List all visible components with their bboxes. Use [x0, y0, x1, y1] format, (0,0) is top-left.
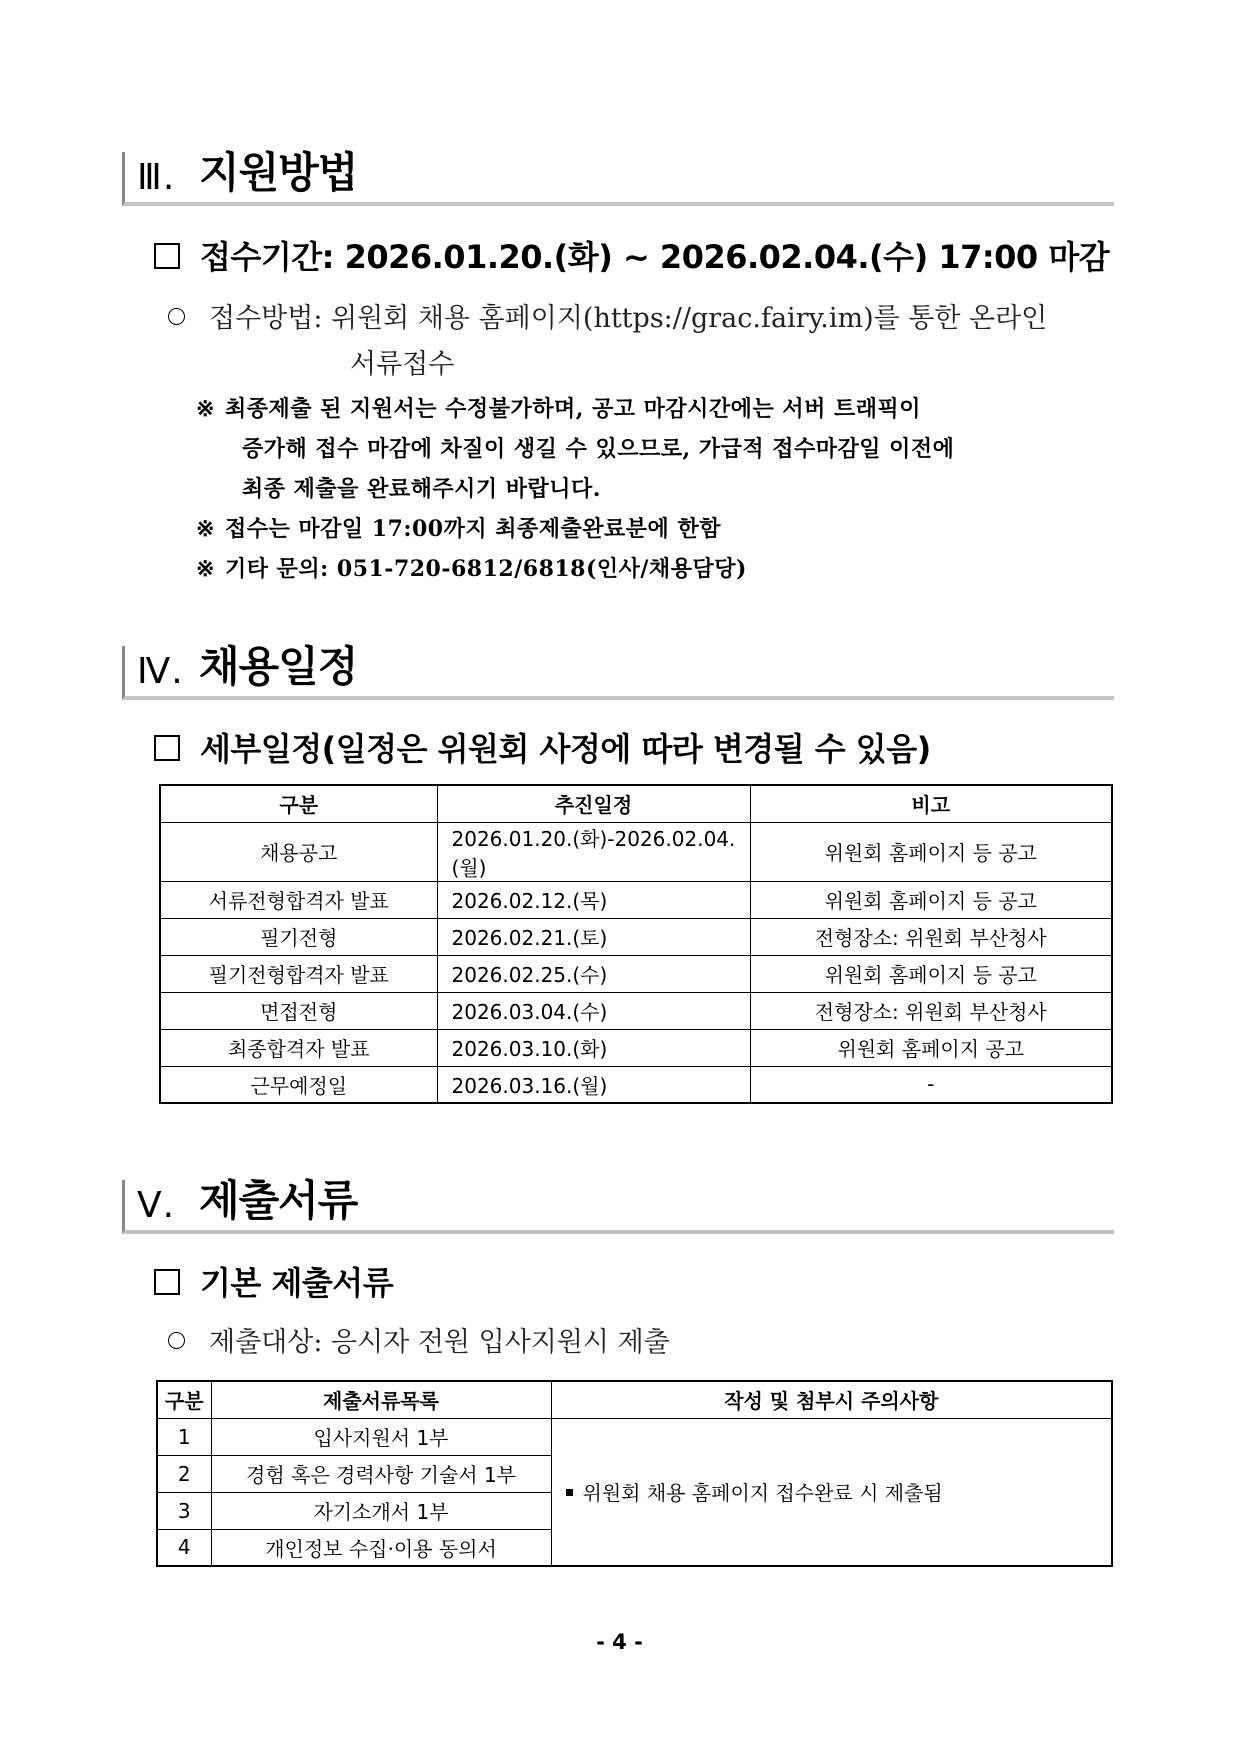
application-method-line1: 접수방법: 위원회 채용 홈페이지(https://grac.fairy.im)를 통한 온라인 — [209, 303, 1048, 334]
document-number: 3 — [157, 1492, 211, 1529]
section-3-heading — [122, 148, 1114, 206]
reference-mark-icon: ※ — [196, 396, 215, 422]
table-row — [160, 918, 1112, 955]
schedule-category: 필기전형 — [160, 918, 437, 955]
column-header: 구분 — [157, 1381, 211, 1418]
reference-mark-icon: ※ — [196, 516, 215, 542]
submission-target — [168, 1320, 670, 1359]
schedule-remark: 위원회 홈페이지 공고 — [750, 1029, 1112, 1066]
schedule-category: 면접전형 — [160, 992, 437, 1029]
section-5-title: 제출서류 — [199, 1176, 358, 1225]
section-4-heading — [122, 642, 1114, 700]
table-row — [160, 1066, 1112, 1103]
note-2-text: 접수는 마감일 17:00까지 최종제출완료분에 한함 — [224, 516, 721, 542]
table-row — [160, 992, 1112, 1029]
table-header-row — [157, 1381, 1112, 1418]
section-3-number: Ⅲ. — [137, 157, 176, 198]
application-method-cont — [350, 342, 454, 381]
section-4-number: Ⅳ. — [137, 651, 184, 692]
schedule-remark: 위원회 홈페이지 등 공고 — [750, 822, 1112, 881]
document-number: 4 — [157, 1529, 211, 1566]
document-name: 개인정보 수집·이용 동의서 — [211, 1529, 551, 1566]
column-header: 작성 및 첨부시 주의사항 — [551, 1381, 1112, 1418]
document-name: 입사지원서 1부 — [211, 1418, 551, 1455]
document-name: 경험 혹은 경력사항 기술서 1부 — [211, 1455, 551, 1492]
reference-mark-icon: ※ — [196, 556, 215, 582]
documents-table — [156, 1380, 1113, 1567]
column-header: 구분 — [160, 785, 437, 822]
circle-bullet-icon — [168, 308, 185, 325]
table-row — [160, 822, 1112, 881]
circle-bullet-icon — [168, 1332, 185, 1349]
document-number: 2 — [157, 1455, 211, 1492]
document-name: 자기소개서 1부 — [211, 1492, 551, 1529]
application-method-line2: 서류접수 — [350, 349, 455, 380]
square-bullet-icon — [566, 1489, 573, 1496]
schedule-date: 2026.02.25.(수) — [437, 955, 750, 992]
schedule-category: 최종합격자 발표 — [160, 1029, 437, 1066]
submission-target-text: 제출대상: 응시자 전원 입사지원시 제출 — [209, 1327, 670, 1358]
column-header: 비고 — [750, 785, 1112, 822]
table-row — [160, 955, 1112, 992]
document-remark — [551, 1418, 1112, 1566]
application-period-text: 접수기간: 2026.01.20.(화) ~ 2026.02.04.(수) 17:00 마감 — [200, 238, 1110, 276]
schedule-remark: - — [750, 1066, 1112, 1103]
section-4-title: 채용일정 — [199, 642, 358, 691]
schedule-remark: 위원회 홈페이지 등 공고 — [750, 881, 1112, 918]
note-3 — [196, 552, 747, 583]
application-period — [154, 232, 1109, 278]
basic-documents — [154, 1258, 393, 1304]
schedule-table — [159, 784, 1113, 1104]
note-1-line1: 최종제출 된 지원서는 수정불가하며, 공고 마감시간에는 서버 트래픽이 — [224, 396, 922, 422]
section-5-heading — [122, 1176, 1114, 1234]
schedule-remark: 전형장소: 위원회 부산청사 — [750, 918, 1112, 955]
checkbox-square-icon — [154, 243, 180, 269]
document-number: 1 — [157, 1418, 211, 1455]
application-method — [168, 296, 1047, 335]
checkbox-square-icon — [154, 735, 180, 761]
note-2 — [196, 512, 721, 543]
section-3-title: 지원방법 — [199, 148, 358, 197]
schedule-date: 2026.03.16.(월) — [437, 1066, 750, 1103]
schedule-date: 2026.03.10.(화) — [437, 1029, 750, 1066]
schedule-date: 2026.02.21.(토) — [437, 918, 750, 955]
note-1-line3: 최종 제출을 완료해주시기 바랍니다. — [242, 476, 601, 502]
table-row — [160, 881, 1112, 918]
document-remark-text: 위원회 채용 홈페이지 접수완료 시 제출됨 — [582, 1481, 943, 1506]
column-header: 제출서류목록 — [211, 1381, 551, 1418]
schedule-detail-text: 세부일정(일정은 위원회 사정에 따라 변경될 수 있음) — [200, 730, 931, 768]
note-3-text: 기타 문의: 051-720-6812/6818(인사/채용담당) — [224, 556, 747, 582]
schedule-date: 2026.02.12.(목) — [437, 881, 750, 918]
page-number: - 4 - — [596, 1630, 643, 1654]
note-1-line2: 증가해 접수 마감에 차질이 생길 수 있으므로, 가급적 접수마감일 이전에 — [242, 436, 955, 462]
table-row — [157, 1418, 1112, 1455]
schedule-date: 2026.03.04.(수) — [437, 992, 750, 1029]
schedule-remark: 위원회 홈페이지 등 공고 — [750, 955, 1112, 992]
table-row — [160, 1029, 1112, 1066]
schedule-category: 근무예정일 — [160, 1066, 437, 1103]
note-1 — [196, 392, 921, 423]
schedule-category: 서류전형합격자 발표 — [160, 881, 437, 918]
schedule-detail — [154, 724, 931, 770]
section-5-number: Ⅴ. — [137, 1185, 176, 1226]
checkbox-square-icon — [154, 1269, 180, 1295]
schedule-category: 필기전형합격자 발표 — [160, 955, 437, 992]
column-header: 추진일정 — [437, 785, 750, 822]
table-header-row — [160, 785, 1112, 822]
basic-documents-text: 기본 제출서류 — [200, 1264, 394, 1302]
schedule-category: 채용공고 — [160, 822, 437, 881]
schedule-remark: 전형장소: 위원회 부산청사 — [750, 992, 1112, 1029]
schedule-date: 2026.01.20.(화)-2026.02.04.(월) — [437, 822, 750, 881]
